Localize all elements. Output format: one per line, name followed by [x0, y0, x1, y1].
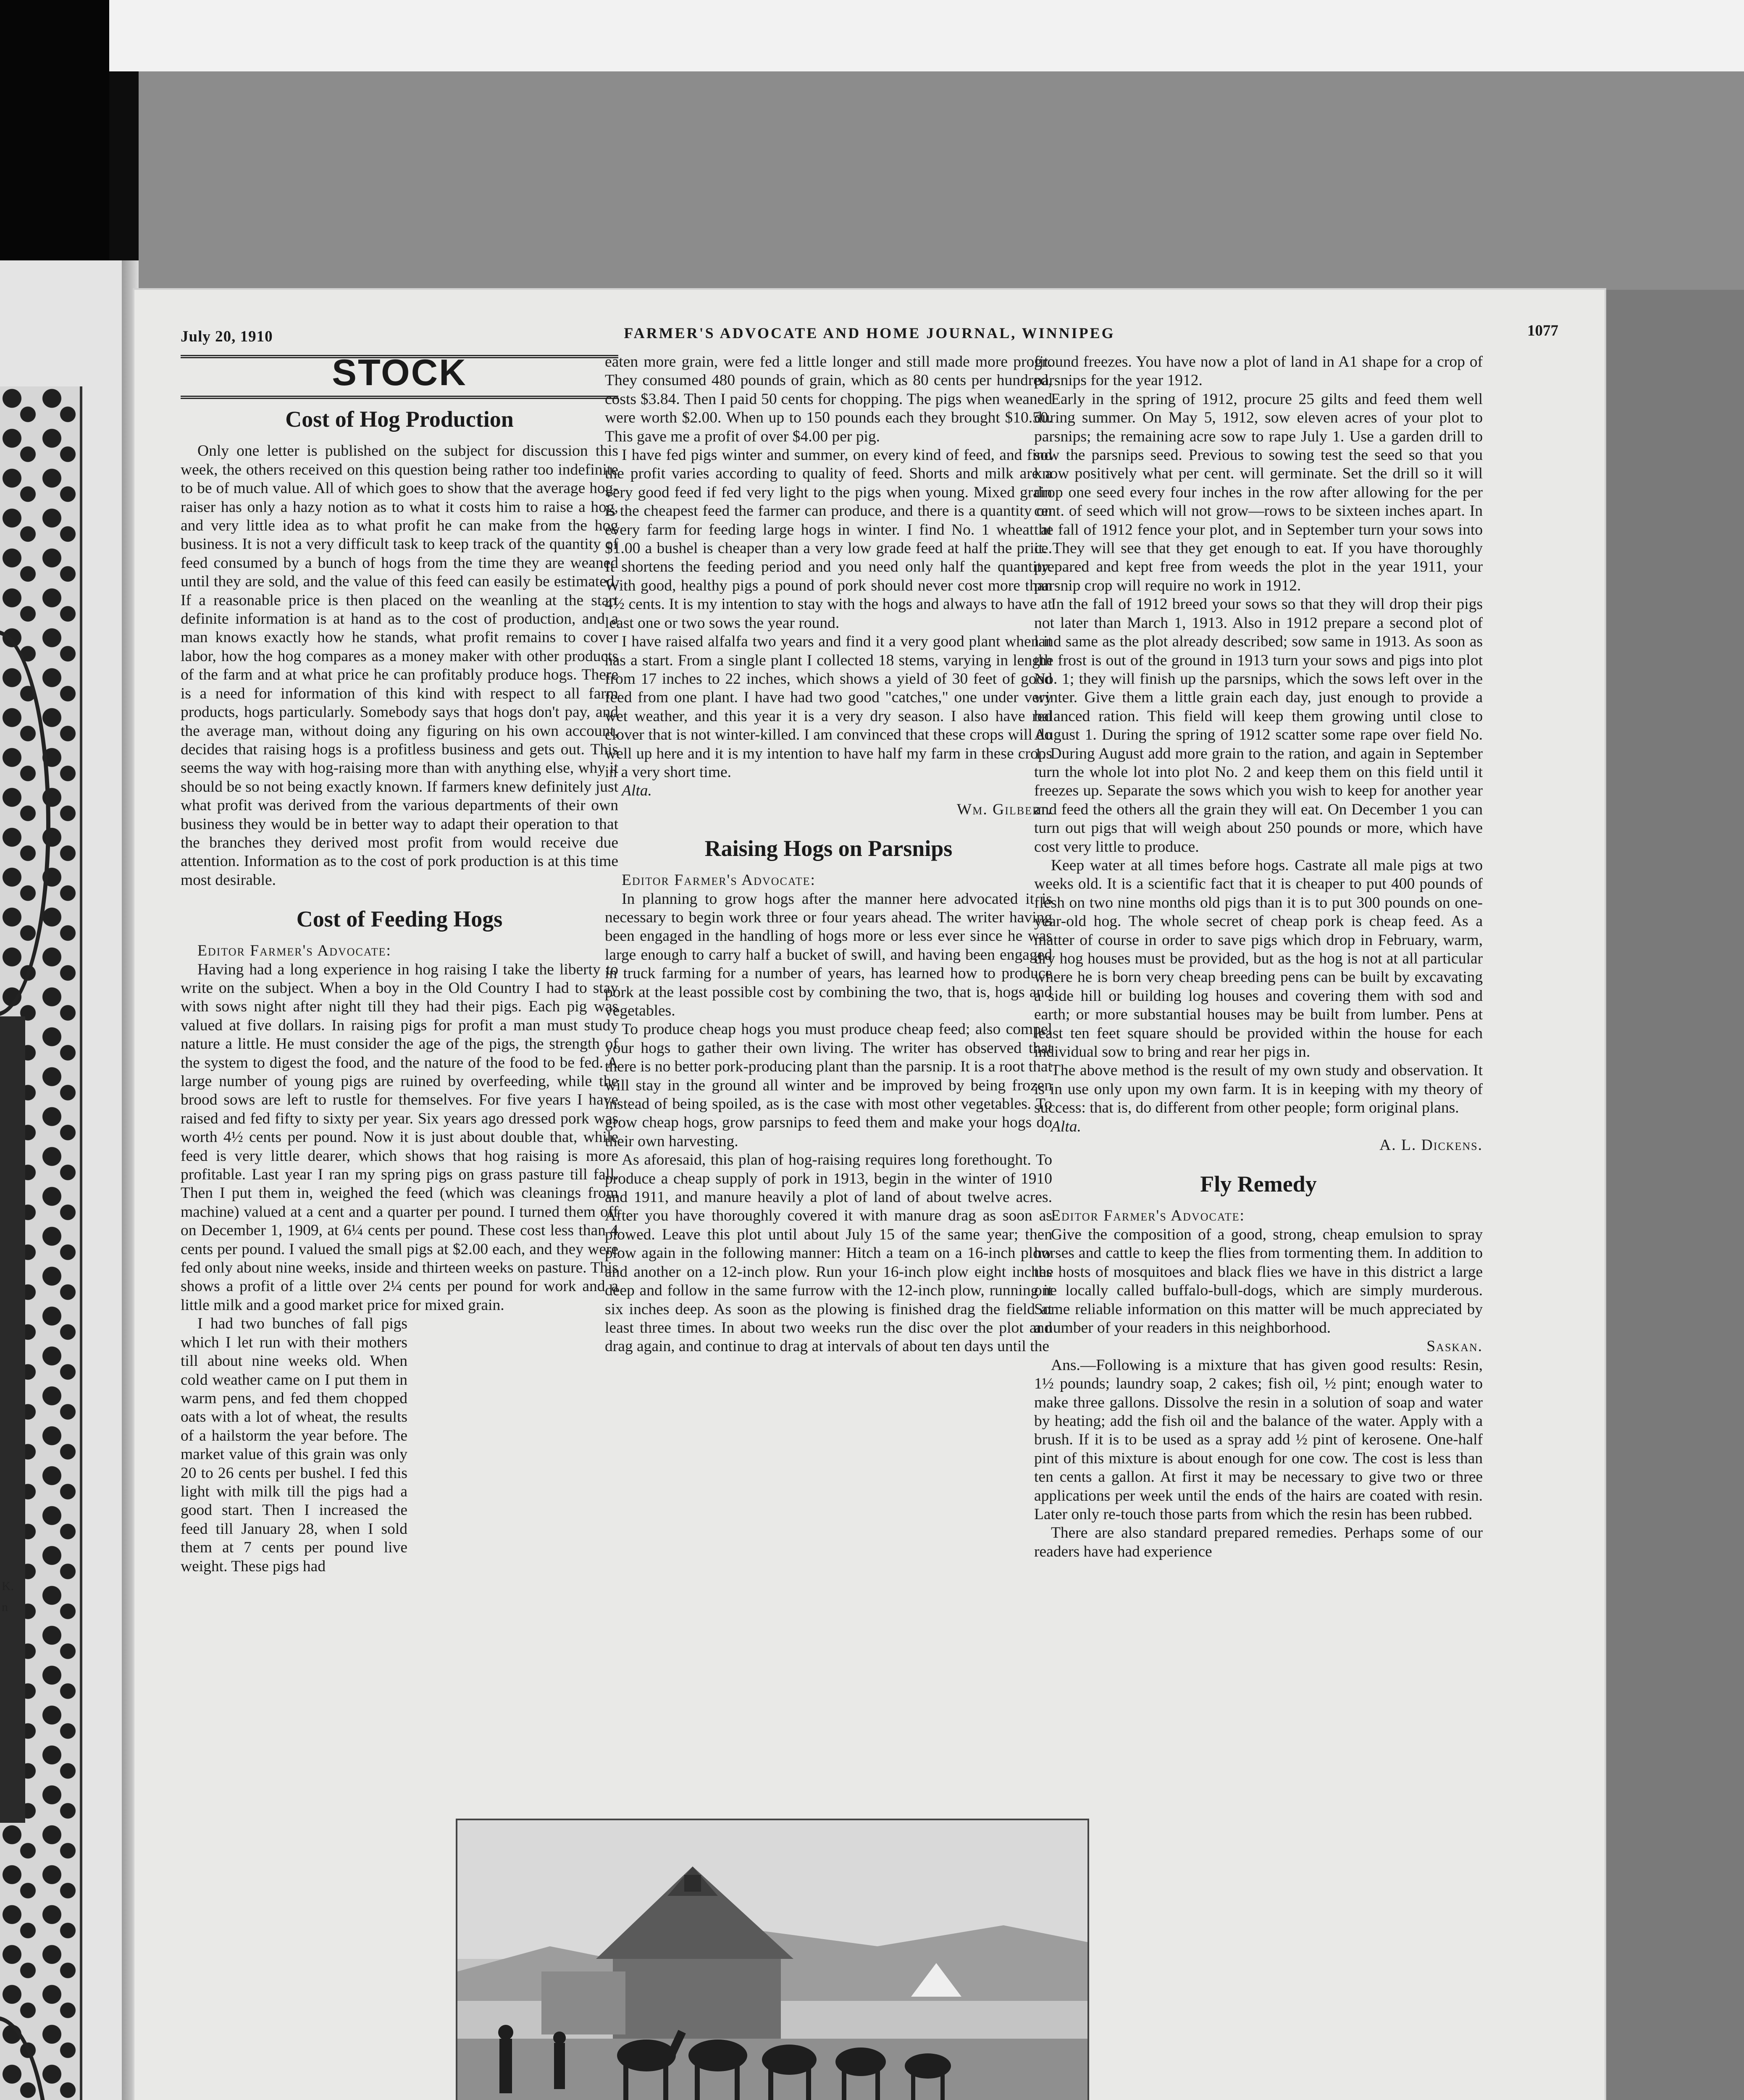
- article-paragraph: I have raised alfalfa two years and find it a very good plant when it has a start. From a single plant I collected 18 stems, varying in length from 17 inches to 22 inches, which shows a yield of 30 feet of good feed from one plant. I have had two good "catches," one under very wet weather, and this year it is a very dry season. I also have red clover that is not winter-killed. I am convinced that these crops will do well up here and it is my intention to have half my farm in these crops in a very short time.: [605, 633, 1052, 781]
- article-paragraph: I had two bunches of fall pigs which I let run with their mothers till about nine weeks old. When cold weather came on I put them in warm pens, and fed them chopped oats with a lot of wheat, the results of a hailstorm the year before. The market value of this grain was only 20 to 26 cents per bushel. I fed this light with milk till the pigs had a good start. Then I increased the feed till January 28, when I sold them at 7 cents per pound live weight. These pigs had: [181, 1315, 407, 1575]
- editor-salutation: Editor Farmer's Advocate:: [1051, 1207, 1245, 1225]
- adjacent-text-fragment: n: [2, 1600, 8, 1614]
- article-paragraph: Only one letter is published on the subject for discussion this week, the others received on this question being rather too indefinite to be of much value. All of which goes to show that the average hog-raiser has only a hazy notion as to what it costs him to raise a hog, and very little idea as to what profit he can make from the hog business. It is not a very difficult task to keep track of the quantity of feed consumed by a bunch of hogs from the time they are weaned until they are sold, and the value of this feed can easily be estimated. If a reasonable price is then placed on the weanling at the start definite information is at hand as to the cost of production, and a man knows exactly how he stands, what profit remains to cover labor, how the hog compares as a money maker with other products of the farm and at what price he can profitably produce hogs. There is a need for information of this kind with respect to all farm products, hogs particularly. Somebody says that hogs don't pay, and the average man, without doing any figuring on his own account, decides that raising hogs is a profitless business and gets out. This seems the way with hog-raising more than with anything else, why it should be so not being exactly known. If farmers knew definitely just what profit was derived from the various departments of their own business they would be in better way to adapt their operation to that the branches they derived most profit from would receive due attention. Information as to the cost of pork production is at this time most desirable.: [181, 442, 618, 889]
- column-3: [1034, 353, 1483, 1561]
- scanner-shadow: [0, 0, 109, 260]
- dateline-place: Alta.: [1051, 1118, 1081, 1135]
- article-paragraph: Early in the spring of 1912, procure 25 gilts and feed them well during summer. On May 5, 1912, sow eleven acres of your plot to parsnips; the remaining acre sow to rape July 1. Use a garden drill to sow the parsnips seed. Previous to sowing test the seed so that you know positively what per cent. will germinate. Set the drill so it will drop one seed every four inches in the row after allowing for the per cent. of seed which will not grow—rows to be sixteen inches apart. In the fall of 1912 fence your plot, and in September turn your sows into it. They will see that they get enough to eat. If you have thoroughly prepared and kept free from weeds the plot in the year 1911, your parsnip crop will require no work in 1912.: [1034, 390, 1483, 594]
- dateline-place: Alta.: [622, 782, 652, 800]
- article-paragraph: Keep water at all times before hogs. Castrate all male pigs at two weeks old. It is a scientific fact that it is cheaper to put 400 pounds of flesh on two nine months old pigs than it is to put 300 pounds on one-year-old hog. The whole secret of cheap pork is cheap feed. As a matter of course in order to save pigs which drop in February, warm, dry hog houses must be provided, but as the hog is not at all particular where he is born very cheap breeding pens can be built by excavating a side hill or building log houses and covering them with sod and earth; or more substantial houses may be built from lumber. Pens at least ten feet square should be provided within the house for each individual sow to bring and rear her pigs in.: [1034, 856, 1483, 1061]
- article-heading: Fly Remedy: [1200, 1171, 1317, 1197]
- section-title: STOCK: [332, 352, 467, 393]
- article-paragraph: In planning to grow hogs after the manner here advocated it is necessary to begin work three or four years ahead. The writer having been engaged in the handling of hogs more or less ever since he was large enough to carry half a bucket of swill, and having been engaged in truck farming for a number of years, has learned how to produce pork at the least possible cost by combining the two, that is, hogs and vegetables.: [605, 890, 1052, 1019]
- scanner-background-top: [0, 0, 1744, 71]
- article-paragraph: As aforesaid, this plan of hog-raising requires long forethought. To produce a cheap supply of pork in 1913, begin in the winter of 1910 and 1911, and manure heavily a plot of land of about twelve acres. After you have thoroughly covered it with manure drag as soon as plowed. Leave this plot until about July 15 of the same year; then plow again in the following manner: Hitch a team on a 16-inch plow and another on a 12-inch plow. Run your 16-inch plow eight inches deep and follow in the same furrow with the 12-inch plow, running it six inches deep. As soon as the plowing is finished drag the field at least three times. In about two weeks run the disc over the plot and drag again, and continue to drag at intervals of about ten days until the: [605, 1151, 1052, 1355]
- article-paragraph: Having had a long experience in hog raising I take the liberty to write on the subject. When a boy in the Old Country I had to stay with sows night after night till they had their pigs. Each pig was valued at five dollars. In raising pigs for profit a man must study nature a little. He must consider the age of the pigs, the strength of the system to digest the food, and the nature of the food to be fed. A large number of young pigs are ruined by overfeeding, while the brood sows are left to rustle for themselves. For five years I have raised and fed fifty to sixty per year. Six years ago dressed pork was worth 4½ cents per pound. Now it is just about double that, while feed is very little dearer, which shows that hog raising is more profitable. Last year I ran my spring pigs on grass pasture till fall. Then I put them in, weighed the feed (which was cleanings from machine) valued at a cent and a quarter per pound. I turned them off on December 1, 1909, at 6¼ cents per pound. These cost less than 4 cents per pound. I valued the small pigs at $2.00 each, and they were fed only about nine weeks, inside and thirteen weeks on pasture. This shows a profit of a little over 2¼ cents per pound for work and a little milk and a good market price for mixed grain.: [181, 961, 618, 1314]
- masthead: [181, 322, 1558, 353]
- article-heading: Raising Hogs on Parsnips: [704, 836, 953, 861]
- newspaper-page: [134, 290, 1605, 2100]
- page-number: 1077: [1527, 322, 1558, 339]
- article-paragraph: Give the composition of a good, strong, cheap emulsion to spray horses and cattle to keep the flies from tormenting them. In addition to the hosts of mosquitoes and black flies we have in this district a large one locally called buffalo-bull-dogs, which are simply murderous. Some reliable information on this matter will be much appreciated by a number of your readers in this neighborhood.: [1034, 1226, 1483, 1336]
- section-banner: [181, 352, 618, 399]
- issue-date: July 20, 1910: [181, 328, 273, 345]
- editor-salutation: Editor Farmer's Advocate:: [197, 942, 391, 960]
- column-1: [181, 352, 618, 1576]
- adjacent-photo-edge: [0, 1016, 25, 1823]
- author-signature: Wm. Gilbert.: [956, 801, 1052, 818]
- article-heading: Cost of Feeding Hogs: [296, 906, 503, 932]
- adjacent-text-fragment: K.: [2, 1579, 14, 1593]
- article-paragraph: eaten more grain, were fed a little longer and still made more profit. They consumed 480 pounds of grain, which as 80 cents per hundred, costs $3.84. Then I paid 50 cents for chopping. The pigs when weaned were worth $2.00. When up to 150 pounds each they brought $10.50. This gave me a profit of over $4.00 per pig.: [605, 353, 1052, 445]
- stallions-photo-illustration: [457, 1820, 1087, 2100]
- article-paragraph: In the fall of 1912 breed your sows so that they will drop their pigs not later than March 1, 1913. Also in 1912 prepare a second plot of land same as the plot already described; sow same in 1913. As soon as the frost is out of the ground in 1913 turn your sows and pigs into plot No. 1; they will finish up the parsnips, which the sows left over in the winter. Give them a little grain each day, just enough to provide a balanced ration. This field will keep them growing until close to August 1. During the spring of 1912 scatter some rape over field No. 1. During August add more grain to the ration, and again in September turn the whole lot into plot No. 2 and keep them on this field until it freezes up. Separate the sows which you wish to keep for another year and feed the others all the grain they will eat. On December 1 you can turn out pigs that will weigh about 250 pounds or more, which have cost very little to produce.: [1034, 596, 1483, 856]
- article-paragraph: Ans.—Following is a mixture that has given good results: Resin, 1½ pounds; laundry soap, 2 cakes; fish oil, ½ pint; enough water to make three gallons. Dissolve the resin in a solution of soap and water by heating; add the fish oil and the balance of the water. Apply with a brush. If it is to be used as a spray add ½ pint of kerosene. One-half pint of this mixture is about enough for one cow. The cost is less than ten cents a gallon. At first it may be necessary to give two or three applications per week until the ends of the hairs are coated with resin. Later only re-touch those parts from which the resin has been rubbed.: [1034, 1356, 1483, 1523]
- photo-figure: [456, 1819, 1086, 2100]
- article-paragraph: ground freezes. You have now a plot of land in A1 shape for a crop of parsnips for the year 1912.: [1034, 353, 1483, 389]
- editor-salutation: Editor Farmer's Advocate:: [622, 872, 816, 889]
- article-paragraph: To produce cheap hogs you must produce cheap feed; also compel your hogs to gather their own living. The writer has observed that there is no better pork-producing plant than the parsnip. It is a root that will stay in the ground all winter and be improved by being frozen instead of being spoiled, as is the case with most other vegetables. To grow cheap hogs, grow parsnips to feed them and make your hogs do their own harvesting.: [605, 1021, 1052, 1150]
- article-paragraph: The above method is the result of my own study and observation. It is in use only upon my own farm. It is in keeping with my theory of success: that is, do different from other people; form original plans.: [1034, 1062, 1483, 1117]
- stallions-photo: [456, 1819, 1089, 2100]
- article-heading: Cost of Hog Production: [285, 407, 514, 432]
- article-paragraph: There are also standard prepared remedies. Perhaps some of our readers have had experience: [1034, 1524, 1483, 1560]
- column-2: [605, 353, 1052, 1356]
- dateline-place: Saskan.: [1426, 1338, 1483, 1355]
- article-paragraph: I have fed pigs winter and summer, on every kind of feed, and find the profit varies according to quality of feed. Shorts and milk are a very good feed if fed very light to the pigs when young. Mixed grain is the cheapest feed the farmer can produce, and there is a quantity on every farm for feeding large hogs in winter. I find No. 1 wheat at $1.00 a bushel is cheaper than a very low grade feed at half the price. It shortens the feeding period and you need only half the quantity. With good, healthy pigs a pound of pork should never cost more than 4½ cents. It is my intention to stay with the hogs and always to have at least one or two sows the year round.: [605, 446, 1052, 632]
- journal-title: FARMER'S ADVOCATE AND HOME JOURNAL, WINNIPEG: [624, 325, 1115, 341]
- adjacent-page-fragment: [0, 260, 126, 2100]
- author-signature: A. L. Dickens.: [1379, 1137, 1483, 1154]
- scanner-background-upper: [139, 71, 1744, 290]
